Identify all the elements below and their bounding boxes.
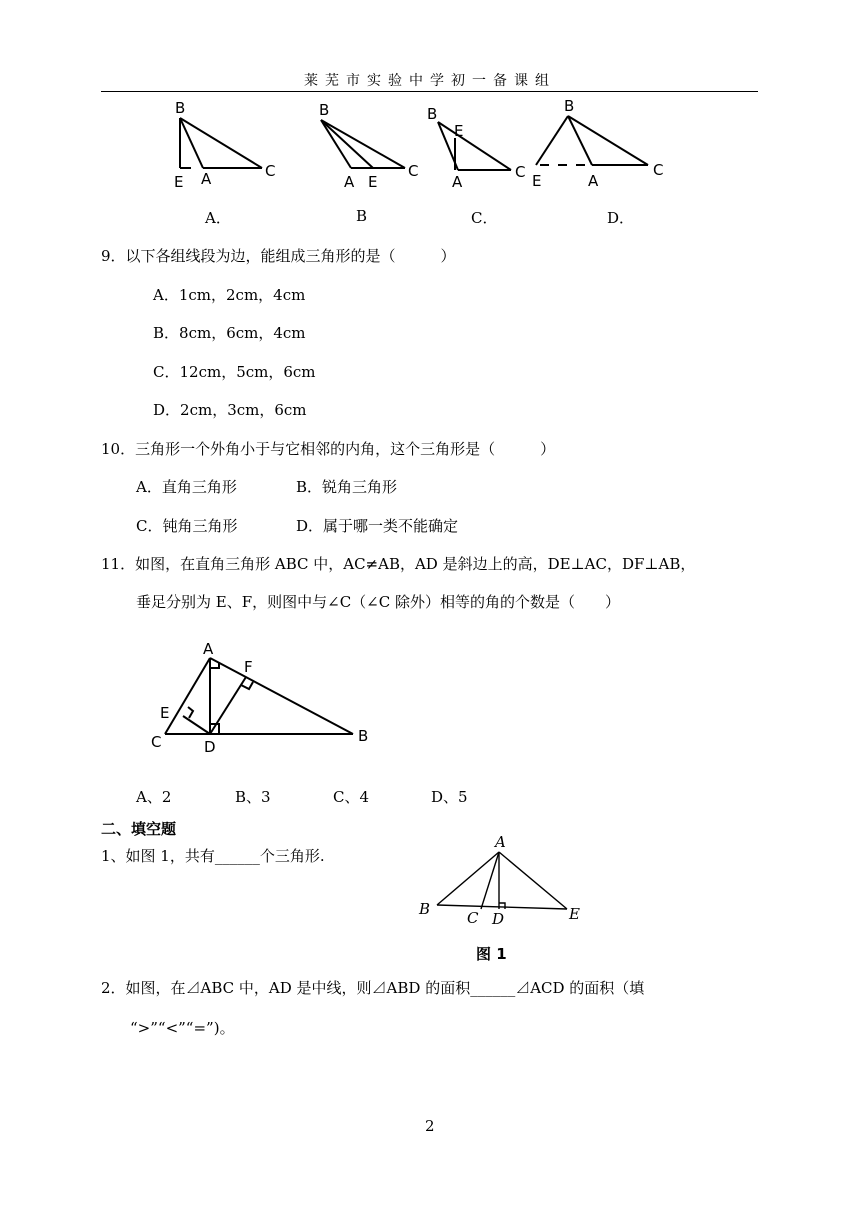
label-c: C [467,909,479,927]
fill2-line1: 2．如图，在⊿ABC 中，AD 是中线，则⊿ABD 的面积______⊿ACD 的面积（填 [101,979,645,997]
q9-option-b: B．8cm，6cm，4cm [153,324,306,342]
label-b: B [564,98,575,115]
q11-option-c: C、4 [333,788,370,806]
fill2-line2: “>”“<”“=”)。 [130,1019,235,1037]
label-b: B [427,105,438,123]
label-c: C [653,161,664,179]
label-c: C [151,733,162,751]
fill1-figure-caption: 图 1 [476,945,507,963]
section-title-fill-in: 二、填空题 [101,820,177,838]
q8-figure-d [530,98,665,190]
q8-figure-a [165,98,285,190]
header-rule [101,91,758,92]
label-e: E [174,173,184,190]
label-e: E [160,704,170,722]
label-a: A [588,172,599,190]
label-f: F [244,658,253,676]
label-b: B [358,727,369,745]
q11-figure [145,636,385,756]
q10-option-b: B．锐角三角形 [296,478,398,496]
q8-option-a: A． [205,209,231,227]
label-a: A [203,640,214,658]
q10-stem: 10．三角形一个外角小于与它相邻的内角，这个三角形是（ ） [101,440,556,458]
q10-option-d: D．属于哪一类不能确定 [296,517,459,535]
fill1-text: 1、如图 1，共有______个三角形. [101,847,325,865]
label-e: E [454,122,464,140]
q8-figure-c [425,100,530,190]
label-d: D [492,910,505,928]
q11-option-a: A、2 [136,788,172,806]
label-d: D [204,738,216,756]
page-number: 2 [425,1117,435,1135]
label-c: C [408,162,419,180]
q8-figure-b [313,98,428,190]
q8-option-d: D． [607,209,635,227]
label-b: B [419,900,431,918]
q8-option-c: C． [471,209,498,227]
q11-stem-line1: 11．如图，在直角三角形 ABC 中，AC≠AB，AD 是斜边上的高，DE⊥AC，DF⊥AB， [101,555,696,573]
q11-option-d: D、5 [431,788,468,806]
q9-stem: 9．以下各组线段为边，能组成三角形的是（ ） [101,247,456,265]
label-a: A [452,173,463,190]
label-a: A [201,170,212,188]
label-e: E [532,172,542,190]
label-a: A [344,173,355,190]
q9-option-c: C．12cm，5cm，6cm [153,363,316,381]
fill1-figure [415,832,590,932]
label-e: E [368,173,378,190]
q10-option-a: A．直角三角形 [136,478,237,496]
label-c: C [515,163,526,181]
q10-option-c: C．钝角三角形 [136,517,238,535]
q8-option-b: B [356,207,368,225]
q9-option-a: A．1cm，2cm，4cm [153,286,306,304]
q9-option-d: D．2cm，3cm，6cm [153,401,307,419]
label-b: B [175,99,186,117]
label-c: C [265,162,276,180]
label-b: B [319,101,330,119]
label-e: E [569,905,580,923]
page-header: 莱芜市实验中学初一备课组 [304,73,556,89]
q11-option-b: B、3 [235,788,271,806]
q11-stem-line2: 垂足分别为 E、F，则图中与∠C（∠C 除外）相等的角的个数是（ ） [136,593,620,611]
label-a: A [495,833,506,851]
